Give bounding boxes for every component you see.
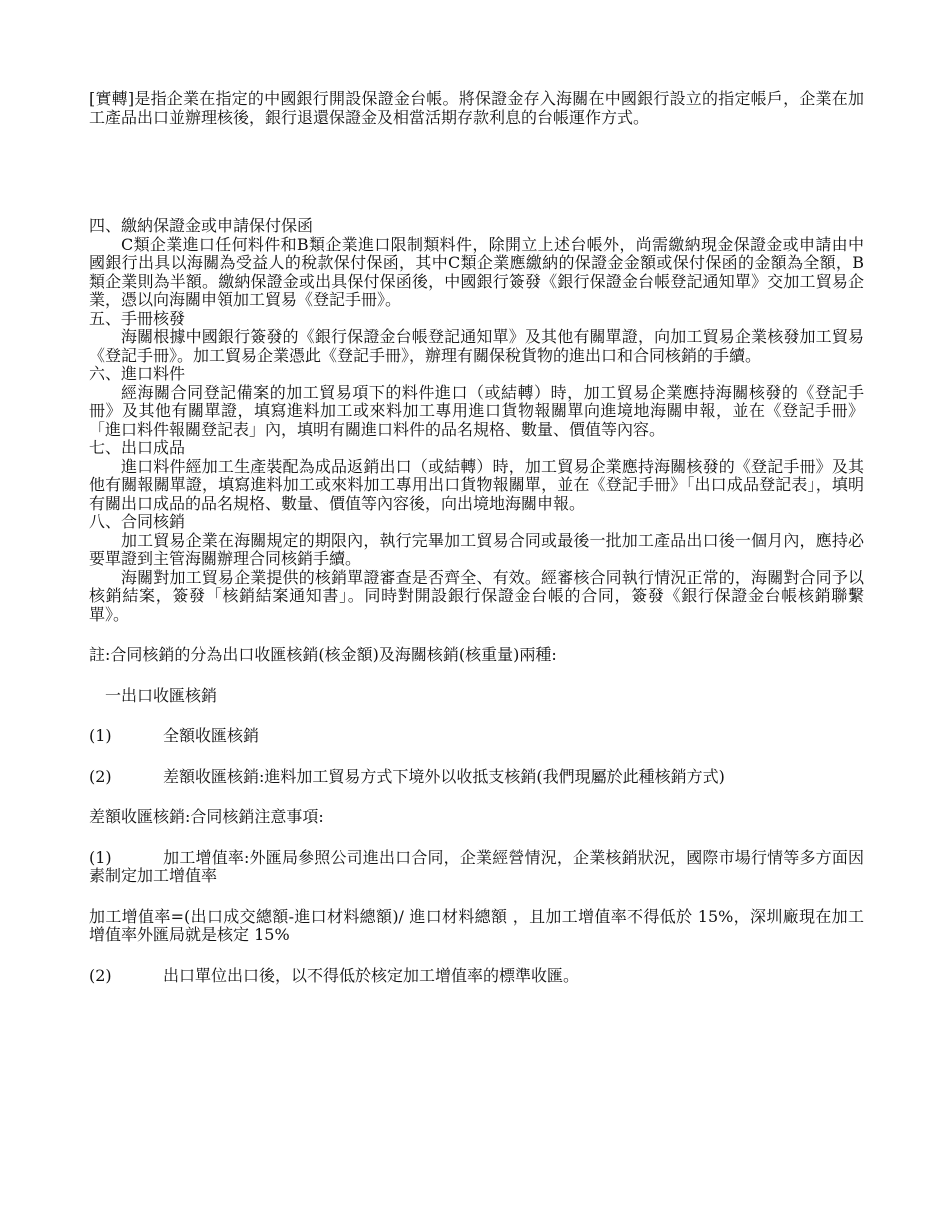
document-page xyxy=(89,90,864,985)
rate-item xyxy=(89,849,864,886)
list-text: 差額收匯核銷:進料加工貿易方式下境外以收抵支核銷(我們現屬於此種核銷方式) xyxy=(163,766,725,786)
spacer xyxy=(89,705,864,727)
diff-heading: 差額收匯核銷:合同核銷注意事項: xyxy=(89,807,324,826)
list-number: (2) xyxy=(89,965,112,985)
spacer xyxy=(89,945,864,967)
note-line: 註:合同核銷的分為出口收匯核銷(核金額)及海關核銷(核重量)兩種: xyxy=(89,645,557,664)
formula-line: 加工增值率=(出口成交總額-進口材料總額)/ 進口材料總額 ，且加工增值率不得低於 15%，深圳廠現在加工增值率外匯局就是核定 15% xyxy=(89,906,864,944)
intro-paragraph: [實轉]是指企業在指定的中國銀行開設保證金台帳。將保證金存入海關在中國銀行設立的指定帳戶，企業在加工產品出口並辦理核後，銀行退還保證金及相當活期存款利息的台帳運作方式。 xyxy=(89,89,864,127)
section-paragraph: 進口料件經加工生產裝配為成品返銷出口（或結轉）時，加工貿易企業應持海關核發的《登記手冊》及其他有關報關單證，填寫進料加工或來料加工專用出口貨物報關單，並在《登記手冊》「出口成品登記表」，填明有關出口成品的品名規格、數量、價值等內容後，向出境地海關申報。 xyxy=(89,456,864,513)
rate-text: 加工增值率:外匯局參照公司進出口合同，企業經營情況，企業核銷狀況，國際市場行情等多方面因素制定加工增值率 xyxy=(89,847,864,885)
sub-heading: 一出口收匯核銷 xyxy=(105,685,218,705)
list-text: 出口單位出口後，以不得低於核定加工增值率的標準收匯。 xyxy=(163,965,580,985)
rate-number: (1) xyxy=(89,847,112,867)
spacer xyxy=(89,786,864,808)
spacer xyxy=(89,127,864,217)
section-heading: 五、手冊核發 xyxy=(89,308,186,328)
section-paragraph: 海關對加工貿易企業提供的核銷單證審查是否齊全、有效。經審核合同執行情況正常的，海關對合同予以核銷結案，簽發「核銷結案通知書」。同時對開設銀行保證金台帳的合同，簽發《銀行保證金台帳核銷聯繫單》。 xyxy=(89,567,864,624)
spacer xyxy=(89,886,864,908)
section-heading: 七、出口成品 xyxy=(89,438,186,457)
spacer xyxy=(89,827,864,849)
section-5 xyxy=(89,310,864,366)
list-number: (1) xyxy=(89,726,112,745)
list-item xyxy=(89,768,864,787)
section-paragraph: 海關根據中國銀行簽發的《銀行保證金台帳登記通知單》及其他有關單證，向加工貿易企業核發加工貿易《登記手冊》。加工貿易企業憑此《登記手冊》，辦理有關保稅貨物的進出口和合同核銷的手續。 xyxy=(89,327,864,365)
spacer xyxy=(89,665,864,687)
list-item xyxy=(89,727,864,746)
section-heading: 四、繳納保證金或申請保付保函 xyxy=(89,216,314,235)
list-text: 全額收匯核銷 xyxy=(163,726,260,745)
section-paragraph: C類企業進口任何料件和B類企業進口限制類料件，除開立上述台帳外，尚需繳納現金保證金或申請由中國銀行出具以海關為受益人的稅款保付保函，其中C類企業應繳納的保證金金額或保付保函的金額為全額，B類企業則為半額。繳納保證金或出具保付保函後，中國銀行簽發《銀行保證金台帳登記通知單》交加工貿易企業，憑以向海關申領加工貿易《登記手冊》。 xyxy=(89,234,864,309)
section-8 xyxy=(89,513,864,624)
section-4 xyxy=(89,217,864,310)
section-paragraph: 加工貿易企業在海關規定的期限內，執行完畢加工貿易合同或最後一批加工產品出口後一個月內，應持必要單證到主管海關辦理合同核銷手續。 xyxy=(89,530,864,568)
list-item xyxy=(89,967,864,986)
section-paragraph: 經海關合同登記備案的加工貿易項下的料件進口（或結轉）時，加工貿易企業應持海關核發的《登記手冊》及其他有關單證，填寫進料加工或來料加工專用進口貨物報關單向進境地海關申報，並在《登記手冊》「進口料件報關登記表」內，填明有關進口料件的品名規格、數量、價值等內容。 xyxy=(89,382,864,439)
section-heading: 八、合同核銷 xyxy=(89,512,186,531)
spacer xyxy=(89,746,864,768)
section-6 xyxy=(89,365,864,439)
section-7 xyxy=(89,439,864,513)
spacer xyxy=(89,624,864,646)
list-number: (2) xyxy=(89,766,112,786)
section-heading: 六、進口料件 xyxy=(89,364,186,383)
